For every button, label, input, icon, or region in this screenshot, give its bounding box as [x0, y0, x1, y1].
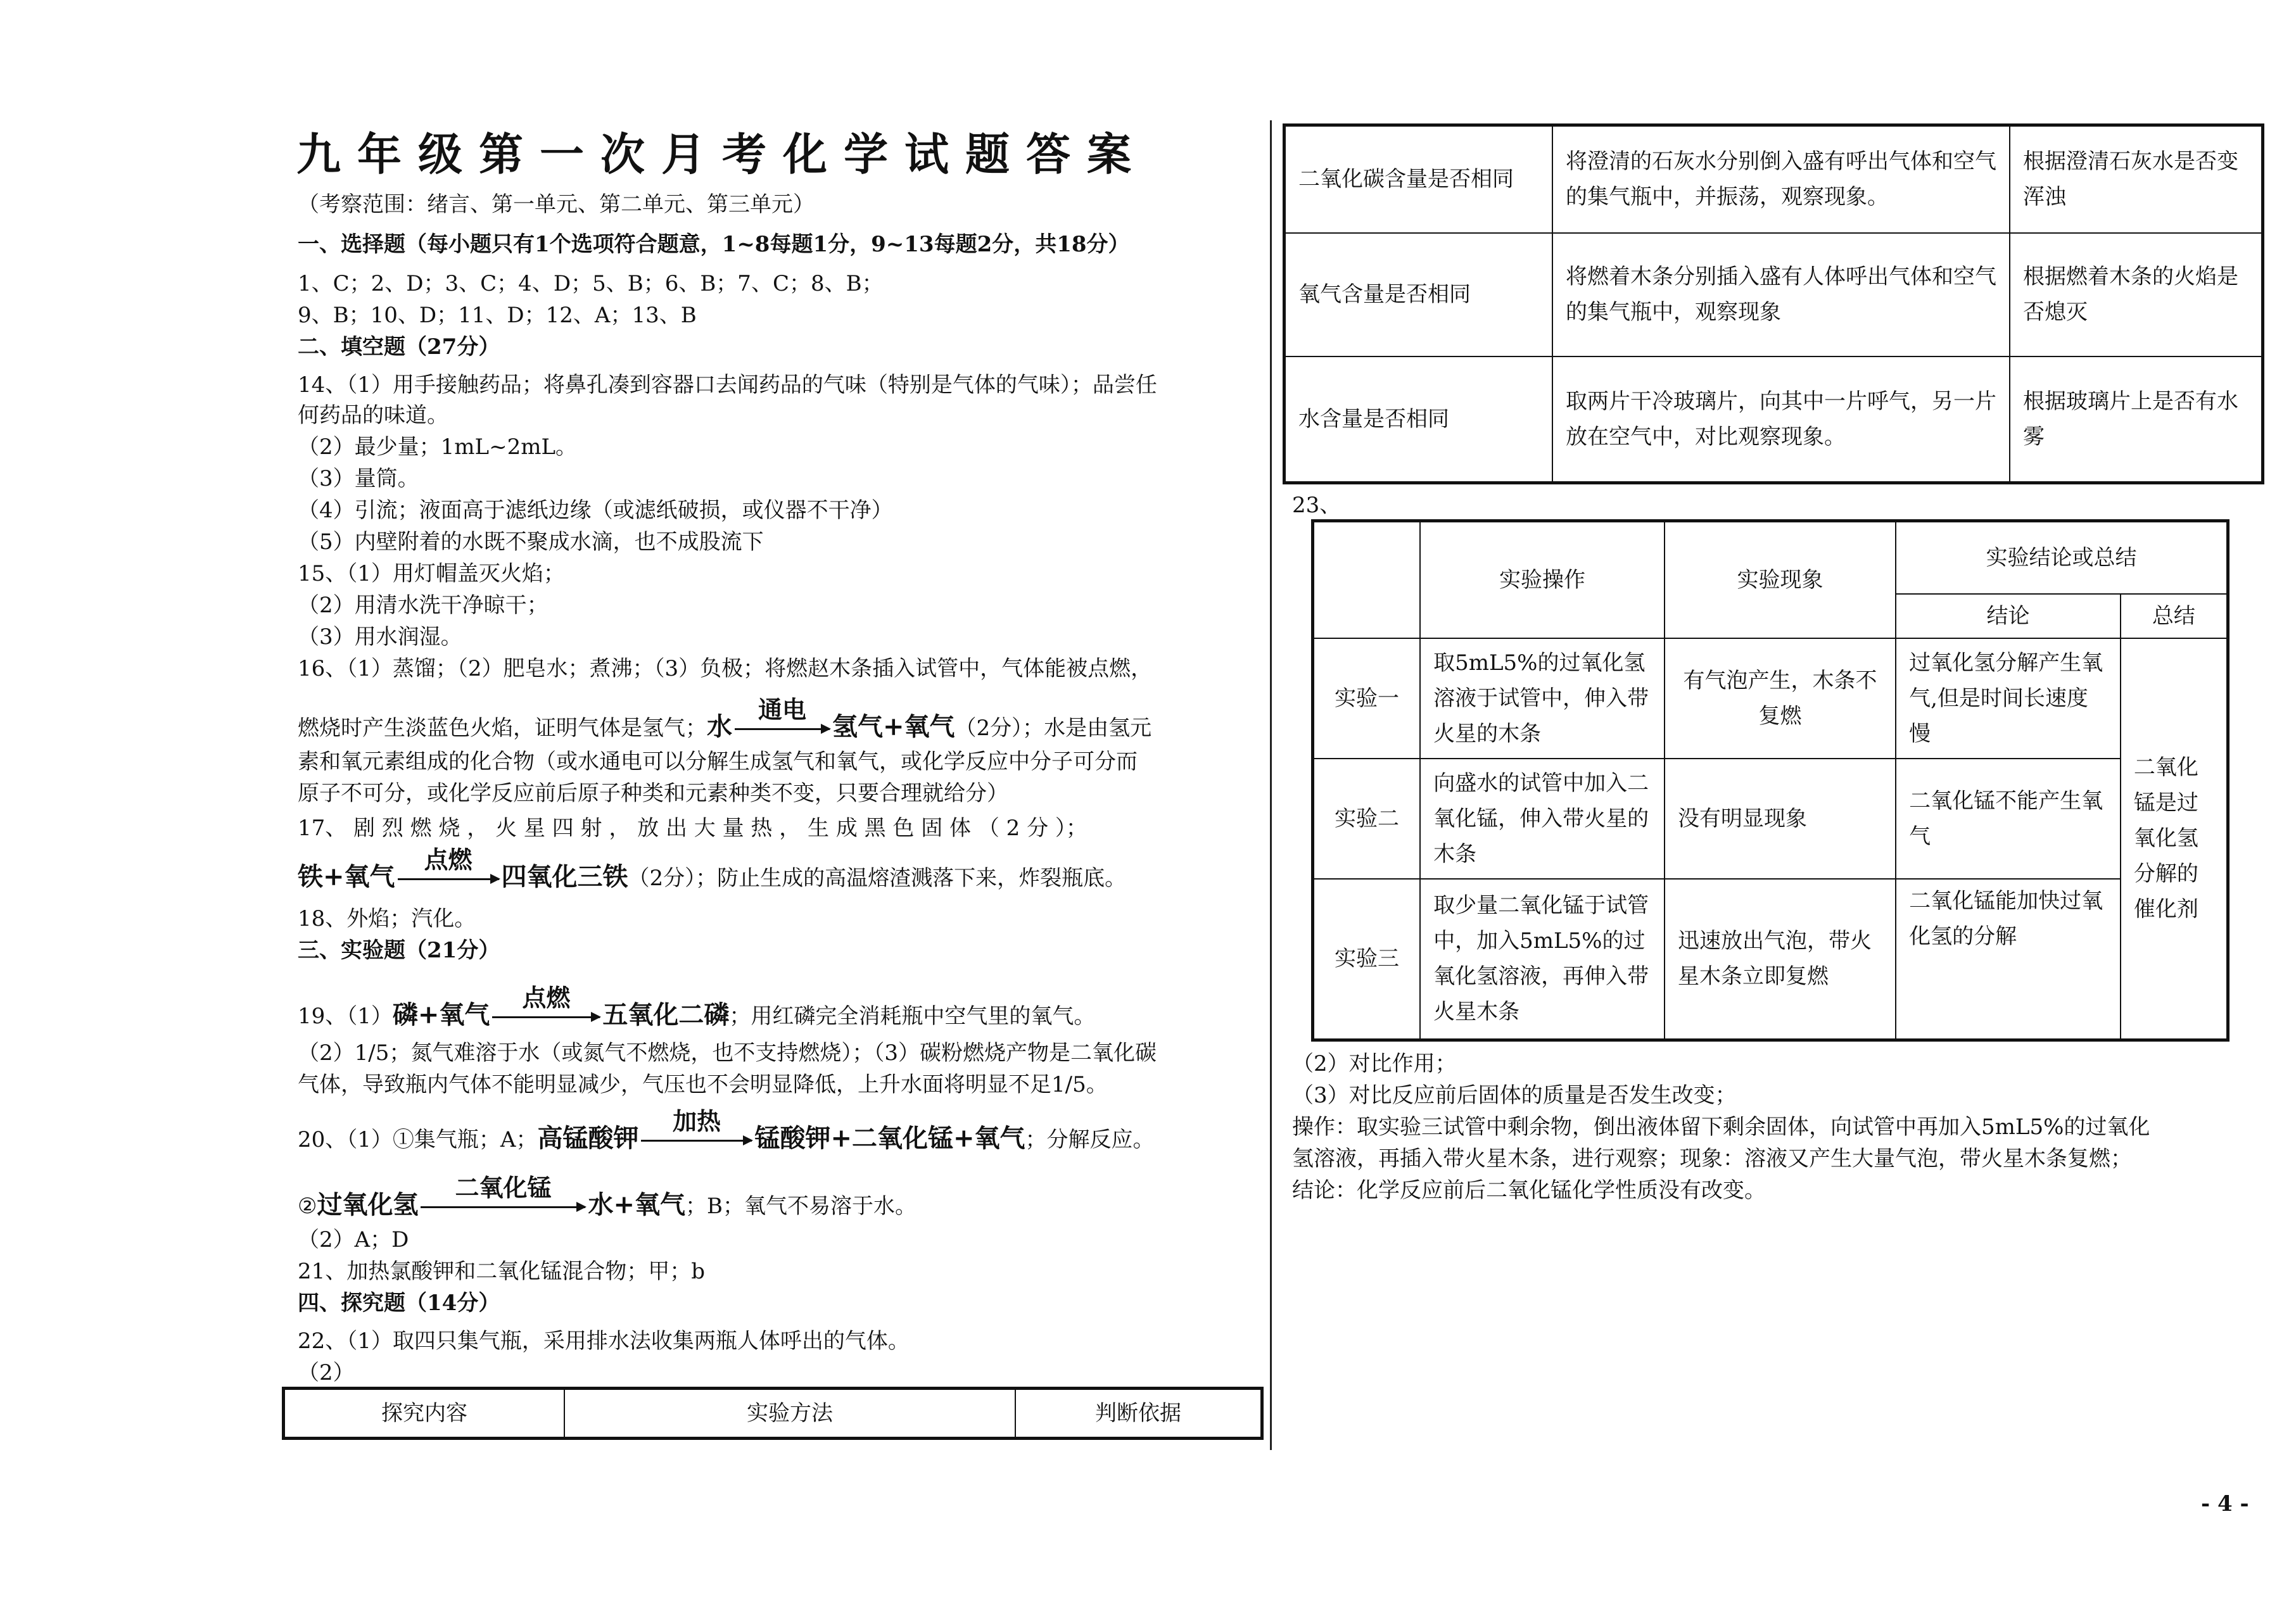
q20-1: 20、（1）①集气瓶；A；高锰酸钾 加热 锰酸钾+二氧化锰+氧气；分解反应。	[298, 1106, 1155, 1153]
table-row	[1284, 125, 2263, 233]
reaction-arrow-icon: 加热	[641, 1140, 752, 1142]
table23	[1311, 519, 2229, 1042]
table23-exp-op: 向盛水的试管中加入二氧化锰，伸入带火星的木条	[1420, 759, 1665, 879]
q16-d: 原子不可分，或化学反应前后原子种类和元素种类不变，只要合理就给分）	[298, 781, 1008, 806]
q23-conclusion: 结论：化学反应前后二氧化锰化学性质没有改变。	[1292, 1178, 1766, 1203]
table23-exp-conclusion: 二氧化锰能加快过氧化氢的分解	[1896, 879, 2121, 1040]
q23-2: （2）对比作用；	[1292, 1051, 1457, 1076]
peroxide-decomposition-equation: 过氧化氢 二氧化锰 水+氧气	[317, 1173, 685, 1220]
q23-label: 23、	[1292, 493, 1341, 518]
table22-header-basis: 判断依据	[1015, 1389, 1262, 1439]
q14-2: （2）最少量；1mL~2mL。	[298, 434, 578, 460]
table22-content: 二氧化碳含量是否相同	[1284, 125, 1553, 233]
table-row	[1284, 233, 2263, 356]
table23-exp-phenomenon: 没有明显现象	[1665, 759, 1896, 879]
table-row	[1313, 879, 2228, 1040]
table23-summary: 二氧化锰是过氧化氢分解的催化剂	[2121, 638, 2228, 1040]
table22-header-method: 实验方法	[564, 1389, 1015, 1439]
q22-1: 22、（1）取四只集气瓶，采用排水法收集两瓶人体呼出的气体。	[298, 1328, 910, 1354]
table-row	[1313, 638, 2228, 759]
table22-method: 取两片干冷玻璃片，向其中一片呼气，另一片放在空气中，对比观察现象。	[1552, 356, 2010, 483]
q15-1: 15、（1）用灯帽盖灭火焰；	[298, 561, 565, 586]
q19-2a: （2）1/5；氮气难溶于水（或氮气不燃烧，也不支持燃烧）；（3）碳粉燃烧产物是二氧化碳	[298, 1040, 1157, 1066]
table22-basis: 根据澄清石灰水是否变浑浊	[2010, 125, 2263, 233]
table23-header-conclusion-summary: 实验结论或总结	[1896, 521, 2228, 594]
table22-method: 将燃着木条分别插入盛有人体呼出气体和空气的集气瓶中，观察现象	[1552, 233, 2010, 356]
table23-exp-op: 取少量二氧化锰于试管中，加入5mL5%的过氧化氢溶液，再伸入带火星木条	[1420, 879, 1665, 1040]
q23-op-a: 操作：取实验三试管中剩余物，倒出液体留下剩余固体，向试管中再加入5mL5%的过氧化	[1292, 1114, 2150, 1140]
table-row	[1313, 521, 2228, 594]
table22-basis: 根据玻璃片上是否有水雾	[2010, 356, 2263, 483]
q14-4: （4）引流；液面高于滤纸边缘（或滤纸破损，或仪器不干净）	[298, 498, 893, 523]
table23-header-operation: 实验操作	[1420, 521, 1665, 638]
section3-heading: 三、实验题（21分）	[298, 938, 500, 963]
table22-basis: 根据燃着木条的火焰是否熄灭	[2010, 233, 2263, 356]
table23-header-conclusion: 结论	[1896, 594, 2121, 638]
q14-1a: 14、（1）用手接触药品；将鼻孔凑到容器口去闻药品的气味（特别是气体的气味）；品尝任	[298, 372, 1157, 398]
table23-corner	[1313, 521, 1421, 638]
phosphorus-combustion-equation: 磷+氧气 点燃 五氧化二磷	[392, 983, 730, 1030]
q23-op-b: 氢溶液，再插入带火星木条，进行观察；现象：溶液又产生大量气泡，带火星木条复燃；	[1292, 1146, 2132, 1171]
table23-exp-conclusion: 二氧化锰不能产生氧气	[1896, 759, 2121, 879]
table-row	[1284, 356, 2263, 483]
water-electrolysis-equation: 水 通电 氢气+氧气	[707, 695, 955, 741]
table22-header-content: 探究内容	[284, 1389, 565, 1439]
q23-3: （3）对比反应前后固体的质量是否发生改变；	[1292, 1083, 1737, 1108]
q20-1b: ②过氧化氢 二氧化锰 水+氧气；B；氧气不易溶于水。	[298, 1173, 916, 1220]
column-divider	[1270, 120, 1272, 1450]
q14-5: （5）内壁附着的水既不聚成水滴，也不成股流下	[298, 529, 764, 555]
q20-2: （2）A；D	[298, 1227, 409, 1252]
table22-body	[1283, 123, 2264, 484]
q22-2: （2）	[298, 1360, 355, 1385]
q21: 21、加热氯酸钾和二氧化锰混合物；甲；b	[298, 1259, 706, 1284]
section2-heading: 二、填空题（27分）	[298, 334, 500, 360]
section1-heading: 一、选择题（每小题只有1个选项符合题意，1~8每题1分，9~13每题2分，共18分）	[298, 232, 1130, 257]
iron-combustion-equation: 铁+氧气 点燃 四氧化三铁	[298, 845, 628, 892]
q15-3: （3）用水润湿。	[298, 624, 462, 650]
q14-3: （3）量筒。	[298, 466, 419, 491]
table-row	[1313, 759, 2228, 879]
q17-a: 17、 剧 烈 燃 烧 ， 火 星 四 射 ， 放 出 大 量 热 ， 生 成 黑 色 固 体 （ 2 分 ）；	[298, 816, 1088, 841]
reaction-arrow-icon: 通电	[735, 728, 830, 730]
q19-2b: 气体，导致瓶内气体不能明显减少，气压也不会明显降低，上升水面将明显不足1/5。	[298, 1072, 1108, 1097]
page-number: - 4 -	[2201, 1491, 2249, 1517]
mc-answers-1: 1、C；2、D；3、C；4、D；5、B；6、B；7、C；8、B；	[298, 271, 884, 296]
table23-exp-op: 取5mL5%的过氧化氢溶液于试管中，伸入带火星的木条	[1420, 638, 1665, 759]
q14-1b: 何药品的味道。	[298, 403, 448, 428]
section4-heading: 四、探究题（14分）	[298, 1290, 500, 1316]
reaction-arrow-icon: 点燃	[398, 878, 499, 880]
table23-exp-name: 实验一	[1313, 638, 1421, 759]
q19-1: 19、（1）磷+氧气 点燃 五氧化二磷；用红磷完全消耗瓶中空气里的氧气。	[298, 983, 1096, 1030]
table23-exp-conclusion: 过氧化氢分解产生氧气,但是时间长速度慢	[1896, 638, 2121, 759]
mc-answers-2: 9、B；10、D；11、D；12、A；13、B	[298, 303, 697, 328]
exam-scope: （考察范围：绪言、第一单元、第二单元、第三单元）	[298, 192, 815, 217]
table23-exp-name: 实验二	[1313, 759, 1421, 879]
table23-exp-name: 实验三	[1313, 879, 1421, 1040]
q18: 18、外焰；汽化。	[298, 906, 476, 931]
permanganate-decomposition-equation: 高锰酸钾 加热 锰酸钾+二氧化锰+氧气	[537, 1106, 1025, 1153]
table22-content: 水含量是否相同	[1284, 356, 1553, 483]
q16-a: 16、（1）蒸馏；（2）肥皂水；煮沸；（3）负极；将燃赵木条插入试管中，气体能被点燃，	[298, 656, 1153, 681]
q16-b: 燃烧时产生淡蓝色火焰，证明气体是氢气；水 通电 氢气+氧气（2分）；水是由氢元	[298, 695, 1152, 741]
table23-exp-phenomenon: 迅速放出气泡，带火星木条立即复燃	[1665, 879, 1896, 1040]
q16-c: 素和氧元素组成的化合物（或水通电可以分解生成氢气和氧气，或化学反应中分子可分而	[298, 749, 1138, 774]
table23-header-summary: 总结	[2121, 594, 2228, 638]
table22-header	[282, 1387, 1264, 1440]
q15-2: （2）用清水洗干净晾干；	[298, 593, 549, 618]
table22-method: 将澄清的石灰水分别倒入盛有呼出气体和空气的集气瓶中，并振荡，观察现象。	[1552, 125, 2010, 233]
table23-exp-phenomenon: 有气泡产生，木条不复燃	[1665, 638, 1896, 759]
table23-header-phenomenon: 实验现象	[1665, 521, 1896, 638]
reaction-arrow-icon: 二氧化锰	[421, 1206, 585, 1208]
q17-b: 铁+氧气 点燃 四氧化三铁（2分）；防止生成的高温熔渣溅落下来，炸裂瓶底。	[298, 845, 1127, 892]
reaction-arrow-icon: 点燃	[492, 1016, 600, 1018]
table22-content: 氧气含量是否相同	[1284, 233, 1553, 356]
page-title: 九年级第一次月考化学试题答案	[296, 128, 1148, 180]
